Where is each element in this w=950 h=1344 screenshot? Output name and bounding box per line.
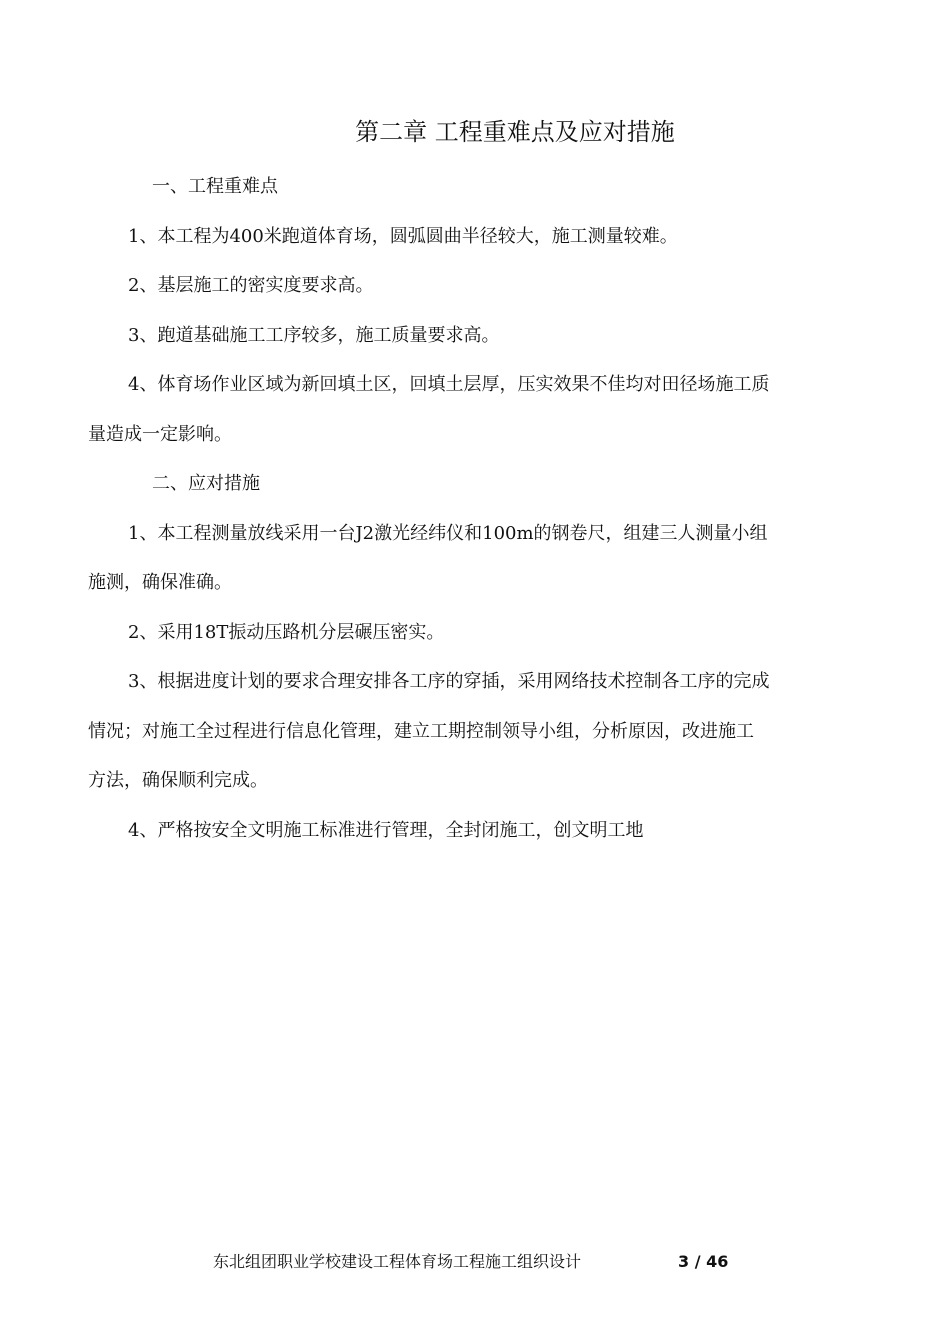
paragraph-line: 2、基层施工的密实度要求高。: [128, 275, 374, 296]
paragraph-line-continued: 方法，确保顺利完成。: [88, 770, 268, 791]
section-heading-measures: 二、应对措施: [152, 473, 260, 494]
paragraph-line: 1、本工程为400米跑道体育场，圆弧圆曲半径较大，施工测量较难。: [128, 225, 678, 247]
paragraph-line-continued: 施测，确保准确。: [88, 572, 232, 593]
paragraph-line: 4、体育场作业区域为新回填土区，回填土层厚，压实效果不佳均对田径场施工质: [128, 374, 770, 395]
paragraph-line: 2、采用18T振动压路机分层碾压密实。: [128, 621, 445, 643]
paragraph-line-continued: 情况；对施工全过程进行信息化管理，建立工期控制领导小组，分析原因，改进施工: [88, 720, 754, 742]
footer-title: 东北组团职业学校建设工程体育场工程施工组织设计: [213, 1252, 582, 1271]
paragraph-line: 1、本工程测量放线采用一台J2激光经纬仪和100m的钢卷尺，组建三人测量小组: [128, 522, 768, 544]
paragraph-line-continued: 量造成一定影响。: [88, 423, 232, 445]
paragraph-line: 3、跑道基础施工工序较多，施工质量要求高。: [128, 324, 500, 346]
document-body: [88, 162, 868, 855]
page-number: 3 / 46: [678, 1252, 729, 1271]
paragraph-line: 4、严格按安全文明施工标准进行管理，全封闭施工，创文明工地: [128, 819, 644, 841]
chapter-title: 第二章 工程重难点及应对措施: [355, 118, 675, 146]
section-heading-difficulties: 一、工程重难点: [152, 176, 278, 197]
paragraph-line: 3、根据进度计划的要求合理安排各工序的穿插，采用网络技术控制各工序的完成: [128, 671, 770, 692]
